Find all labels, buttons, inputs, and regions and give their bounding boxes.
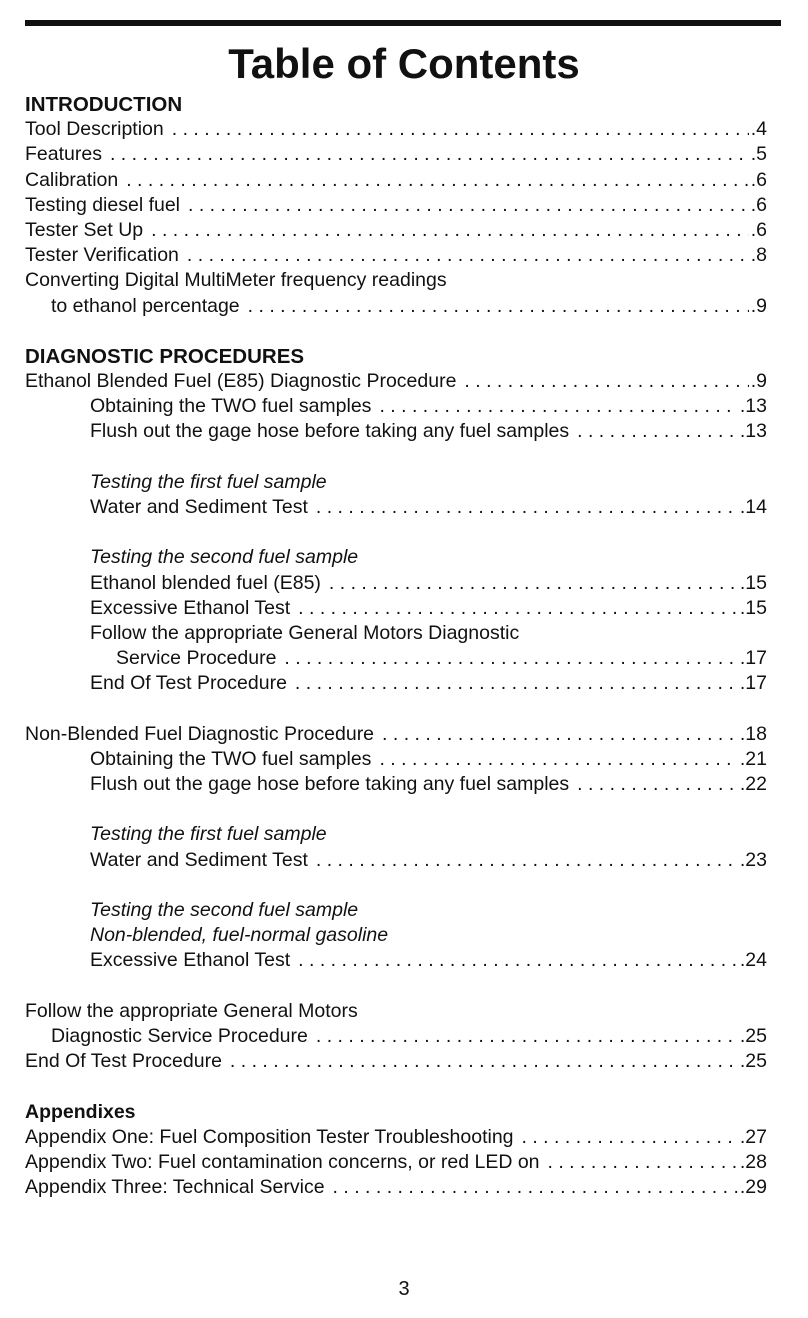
dot-leader — [151, 218, 749, 243]
spacer — [25, 1074, 767, 1099]
toc-entry[interactable] — [25, 294, 767, 319]
toc-subheading: Testing the first fuel sample — [90, 823, 327, 846]
dot-leader — [316, 495, 738, 520]
spacer — [25, 697, 767, 722]
toc-entry[interactable] — [25, 1024, 767, 1049]
toc-entry[interactable] — [25, 243, 767, 268]
page-title: Table of Contents — [228, 40, 580, 87]
toc-entry-title: Obtaining the TWO fuel samples — [90, 747, 372, 770]
toc-entry[interactable] — [25, 646, 767, 671]
toc-entry-title: Diagnostic Service Procedure — [51, 1024, 308, 1047]
toc-entry[interactable] — [25, 168, 767, 193]
dot-leader — [188, 193, 749, 218]
toc-subheading: Testing the second fuel sample — [90, 546, 359, 569]
toc-entry[interactable] — [25, 1049, 767, 1074]
toc-entry[interactable] — [25, 117, 767, 142]
toc-entry[interactable] — [25, 948, 767, 973]
spacer — [25, 797, 767, 822]
toc-entry[interactable] — [25, 772, 767, 797]
toc-entry[interactable] — [25, 571, 767, 596]
spacer — [25, 445, 767, 470]
toc-entry[interactable] — [25, 1125, 767, 1150]
toc-entry-page: .25 — [739, 1024, 767, 1047]
toc-entry-page: .21 — [739, 747, 767, 770]
toc-entry-title: Flush out the gage hose before taking any fuel samples — [90, 420, 570, 443]
dot-leader — [548, 1150, 738, 1175]
toc-entry-page: .25 — [739, 1050, 767, 1073]
toc-entry-title: Ethanol Blended Fuel (E85) Diagnostic Procedure — [25, 370, 457, 393]
toc-entry-page: .6 — [750, 218, 767, 241]
dot-leader — [110, 142, 749, 167]
toc-entry[interactable] — [25, 495, 767, 520]
toc-entry-page: .24 — [739, 949, 767, 972]
toc-entry-page: .8 — [750, 244, 767, 267]
toc-entry-title: Features — [25, 143, 102, 166]
toc-entry-title: Testing diesel fuel — [25, 193, 181, 216]
spacer — [25, 319, 767, 344]
toc-entry-title: Tool Description — [25, 118, 164, 141]
dot-leader — [333, 1175, 738, 1200]
toc-entry-title: Calibration — [25, 168, 119, 191]
toc-entry-title: Water and Sediment Test — [90, 496, 308, 518]
toc-entry-page: .28 — [739, 1150, 767, 1173]
dot-leader — [126, 168, 749, 193]
toc-entry-page: .13 — [739, 395, 767, 418]
toc-subheading: Non-blended, fuel-normal gasoline — [90, 924, 389, 947]
toc-entry[interactable] — [25, 193, 767, 218]
toc-entry-title: End Of Test Procedure — [25, 1050, 222, 1073]
toc-entry-line: Converting Digital MultiMeter frequency readings — [25, 269, 447, 292]
dot-leader — [464, 369, 748, 394]
toc-entry[interactable] — [25, 747, 767, 772]
dot-leader — [577, 772, 738, 797]
toc-entry-line: Follow the appropriate General Motors Diagnostic — [90, 621, 520, 644]
dot-leader — [379, 394, 737, 419]
dot-leader — [295, 671, 738, 696]
toc-subheading: Testing the first fuel sample — [90, 470, 327, 493]
section-heading: DIAGNOSTIC PROCEDURES — [25, 344, 305, 368]
dot-leader — [298, 948, 738, 973]
spacer — [25, 520, 767, 545]
dot-leader — [187, 243, 749, 268]
dot-leader — [316, 1024, 738, 1049]
dot-leader — [230, 1049, 738, 1074]
toc-entry-page: .15 — [739, 571, 767, 594]
toc-entry-page: .9 — [750, 370, 767, 393]
toc-entry[interactable] — [25, 394, 767, 419]
toc-entry-page: .17 — [739, 672, 767, 695]
toc-entry-page: .9 — [750, 294, 767, 317]
dot-leader — [382, 722, 738, 747]
dot-leader — [284, 646, 737, 671]
toc-entry[interactable] — [25, 848, 767, 873]
toc-entry-page: .18 — [739, 722, 767, 745]
toc-entry-page: .17 — [739, 647, 767, 670]
toc-entry[interactable] — [25, 596, 767, 621]
dot-leader — [577, 419, 738, 444]
toc-entry-page: .27 — [739, 1125, 767, 1148]
toc-entry-title: to ethanol percentage — [51, 294, 240, 317]
toc-entry-title: Water and Sediment Test — [90, 848, 308, 871]
toc-entry[interactable] — [25, 142, 767, 167]
table-of-contents — [25, 92, 767, 1200]
dot-leader — [329, 571, 738, 596]
dot-leader — [172, 117, 749, 142]
toc-entry[interactable] — [25, 1175, 767, 1200]
toc-entry[interactable] — [25, 722, 767, 747]
toc-entry-page: .6 — [750, 193, 767, 216]
spacer — [25, 873, 767, 898]
dot-leader — [298, 596, 738, 621]
toc-entry-page: .22 — [739, 773, 767, 796]
toc-entry-title: Service Procedure — [116, 647, 277, 670]
toc-entry[interactable] — [25, 419, 767, 444]
toc-entry-line: Follow the appropriate General Motors — [25, 999, 358, 1022]
toc-entry-title: Tester Set Up — [25, 218, 144, 241]
dot-leader — [316, 848, 738, 873]
toc-entry-page: .14 — [739, 496, 767, 518]
section-heading: Appendixes — [25, 1100, 136, 1123]
spacer — [25, 974, 767, 999]
toc-entry[interactable] — [25, 1150, 767, 1175]
toc-entry-title: Appendix One: Fuel Composition Tester Troubleshooting — [25, 1125, 514, 1148]
toc-entry-page: .5 — [750, 143, 767, 166]
toc-entry-title: Flush out the gage hose before taking any fuel samples — [90, 773, 570, 796]
top-rule — [25, 20, 781, 26]
dot-leader — [522, 1125, 738, 1150]
toc-entry-page: .15 — [739, 596, 767, 619]
toc-subheading: Testing the second fuel sample — [90, 899, 359, 921]
toc-entry-title: Obtaining the TWO fuel samples — [90, 395, 372, 418]
toc-entry-title: Appendix Two: Fuel contamination concerns, or red LED on — [25, 1150, 540, 1173]
toc-entry-title: End Of Test Procedure — [90, 672, 287, 695]
dot-leader — [248, 294, 749, 319]
section-heading: INTRODUCTION — [25, 93, 183, 116]
toc-entry[interactable] — [25, 369, 767, 394]
page-number: 3 — [398, 1278, 410, 1300]
toc-entry-title: Ethanol blended fuel (E85) — [90, 571, 321, 594]
toc-entry-title: Appendix Three: Technical Service — [25, 1176, 325, 1199]
toc-entry-title: Tester Verification — [25, 244, 179, 267]
toc-entry-page: .29 — [739, 1176, 767, 1199]
toc-entry[interactable] — [25, 218, 767, 243]
toc-entry-title: Excessive Ethanol Test — [90, 596, 291, 619]
toc-entry-page: .4 — [750, 118, 767, 141]
toc-entry-page: .23 — [739, 848, 767, 871]
toc-entry-page: .6 — [750, 168, 767, 191]
dot-leader — [379, 747, 737, 772]
toc-entry-page: .13 — [739, 420, 767, 443]
toc-entry-title: Excessive Ethanol Test — [90, 949, 291, 972]
toc-entry[interactable] — [25, 671, 767, 696]
toc-entry-title: Non-Blended Fuel Diagnostic Procedure — [25, 722, 375, 745]
